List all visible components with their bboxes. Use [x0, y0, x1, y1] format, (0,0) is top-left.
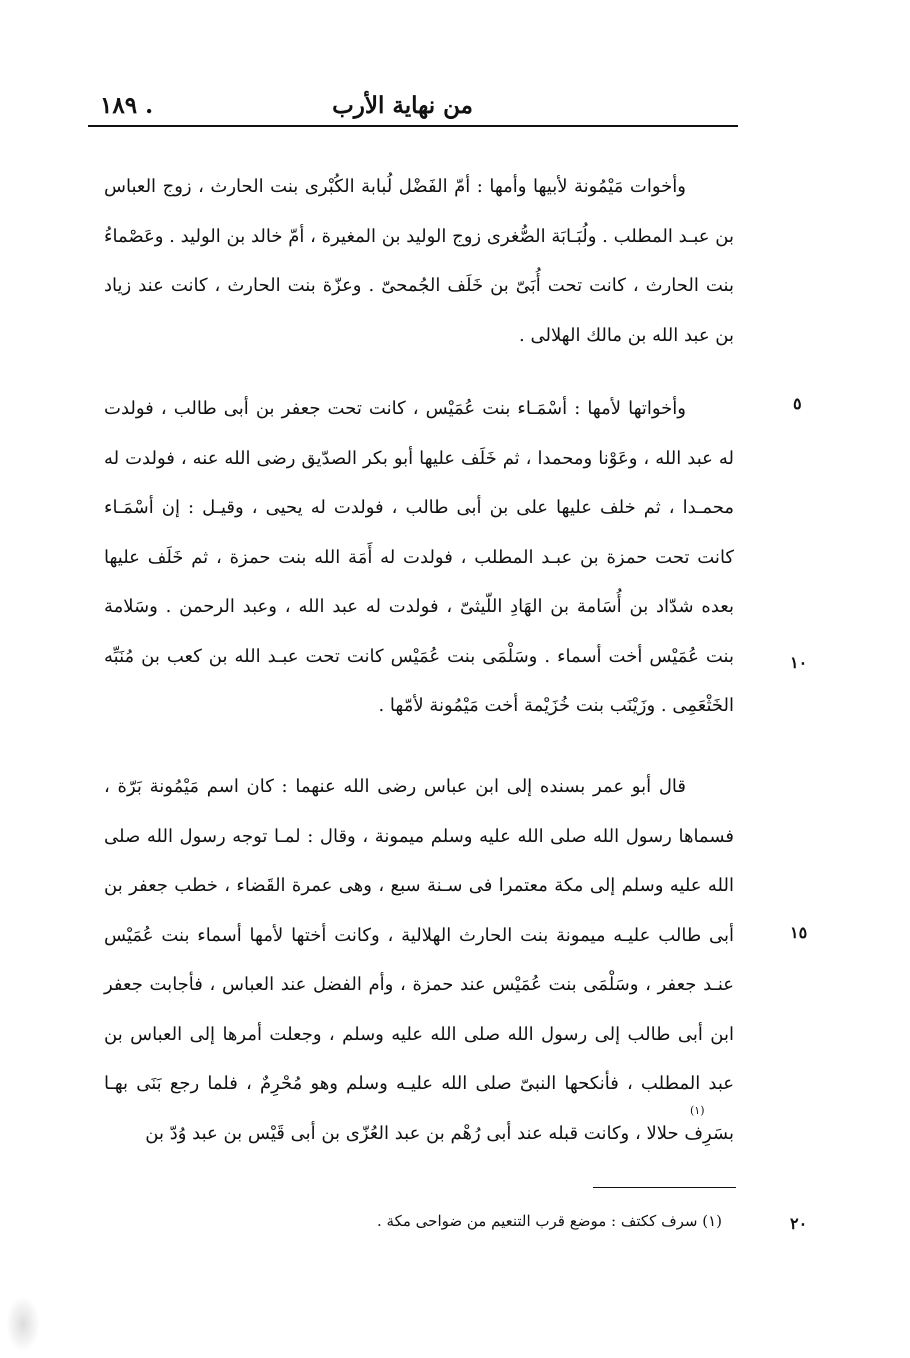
paragraph-3-text: قال أبو عمر بسنده إلى ابن عباس رضى الله عنهما : كان اسم مَيْمُونة بَرّة ، فسماها رسول الله صلى الله عليه وسلم ميمونة ، وقال : لمـا توجه رسول الله صلى الله عليه وسلم إلى مكة معتمرا فى سـنة سبع ، وهى عمرة القَضاء ، خطب جعفر بن أبى طالب عليـه ميمونة بنت الحارث الهلالية ، وكانت أختها لأمها أسماء بنت عُمَيْس عنـد جعفر ، وسَلْمَى بنت عُمَيْس عند حمزة ، وأم الفضل عند العباس ، فأجابت جعفر ابن أبى طالب إلى رسول الله صلى الله عليه وسلم ، وجعلت أمرها إلى العباس بن عبد المطلب ، فأنكحها النبىّ صلى الله عليـه وسلم وهو مُحْرِمٌ ، فلما رجع بَنَى بهـا بسَرِف حلالا ، وكانت قبله عند أبى رُهْم بن عبد العُزّى بن أبى قَيْس بن عبد وُدّ بن — [104, 776, 734, 1144]
paragraph-1 — [104, 162, 734, 360]
page-number: ١٨٩ . — [100, 92, 154, 119]
footnote-rule — [593, 1187, 736, 1188]
paragraph-2 — [104, 384, 734, 731]
footnote-reference: (١) — [690, 1104, 705, 1117]
running-header — [88, 92, 738, 124]
line-number-10: ١٠ — [790, 653, 808, 672]
line-number-15: ١٥ — [790, 923, 808, 942]
paragraph-1-text: وأخوات مَيْمُونة لأبيها وأمها : أمّ الفَضْل لُبابة الكُبْرى بنت الحارث ، زوج العباس بن عبـد المطلب . ولُبَـابَة الصُّغرى زوج الوليد بن المغيرة ، أمّ خالد بن الوليد . وعَصْماءُ بنت الحارث ، كانت تحت أُبَىّ بن خَلَف الجُمحىّ . وعزّة بنت الحارث ، كانت عند زياد بن عبد الله بن مالك الهلالى . — [104, 176, 734, 346]
footnote: (١) سرف ككتف : موضع قرب التنعيم من ضواحى مكة . — [377, 1212, 722, 1230]
paragraph-3 — [104, 762, 734, 1158]
header-rule — [88, 125, 738, 127]
scan-smudge — [6, 1296, 40, 1352]
running-title: من نهاية الأرب — [332, 92, 473, 119]
line-number-5: ٥ — [793, 394, 802, 413]
line-number-20: ٢٠ — [790, 1214, 808, 1233]
paragraph-2-text: وأخواتها لأمها : أسْمَـاء بنت عُمَيْس ، كانت تحت جعفر بن أبى طالب ، فولدت له عبد الله ، وعَوْنا ومحمدا ، ثم خَلَف عليها أبو بكر الصدّيق رضى الله عنه ، فولدت له محمـدا ، ثم خلف عليها على بن أبى طالب ، فولدت له يحيى ، وقيـل : إن أسْمَـاء كانت تحت حمزة بن عبـد المطلب ، فولدت له أَمَة الله بنت حمزة ، ثم خَلَف عليها بعده شدّاد بن أُسَامة بن الهَادِ اللّيثىّ ، فولدت له عبد الله ، وعبد الرحمن . وسَلامة بنت عُمَيْس أخت أسماء . وسَلْمَى بنت عُمَيْس كانت تحت عبـد الله بن كعب بن مُنَبِّه الخَثْعَمِى . وزَيْنَب بنت خُزَيْمة أخت مَيْمُونة لأمّها . — [104, 398, 734, 716]
